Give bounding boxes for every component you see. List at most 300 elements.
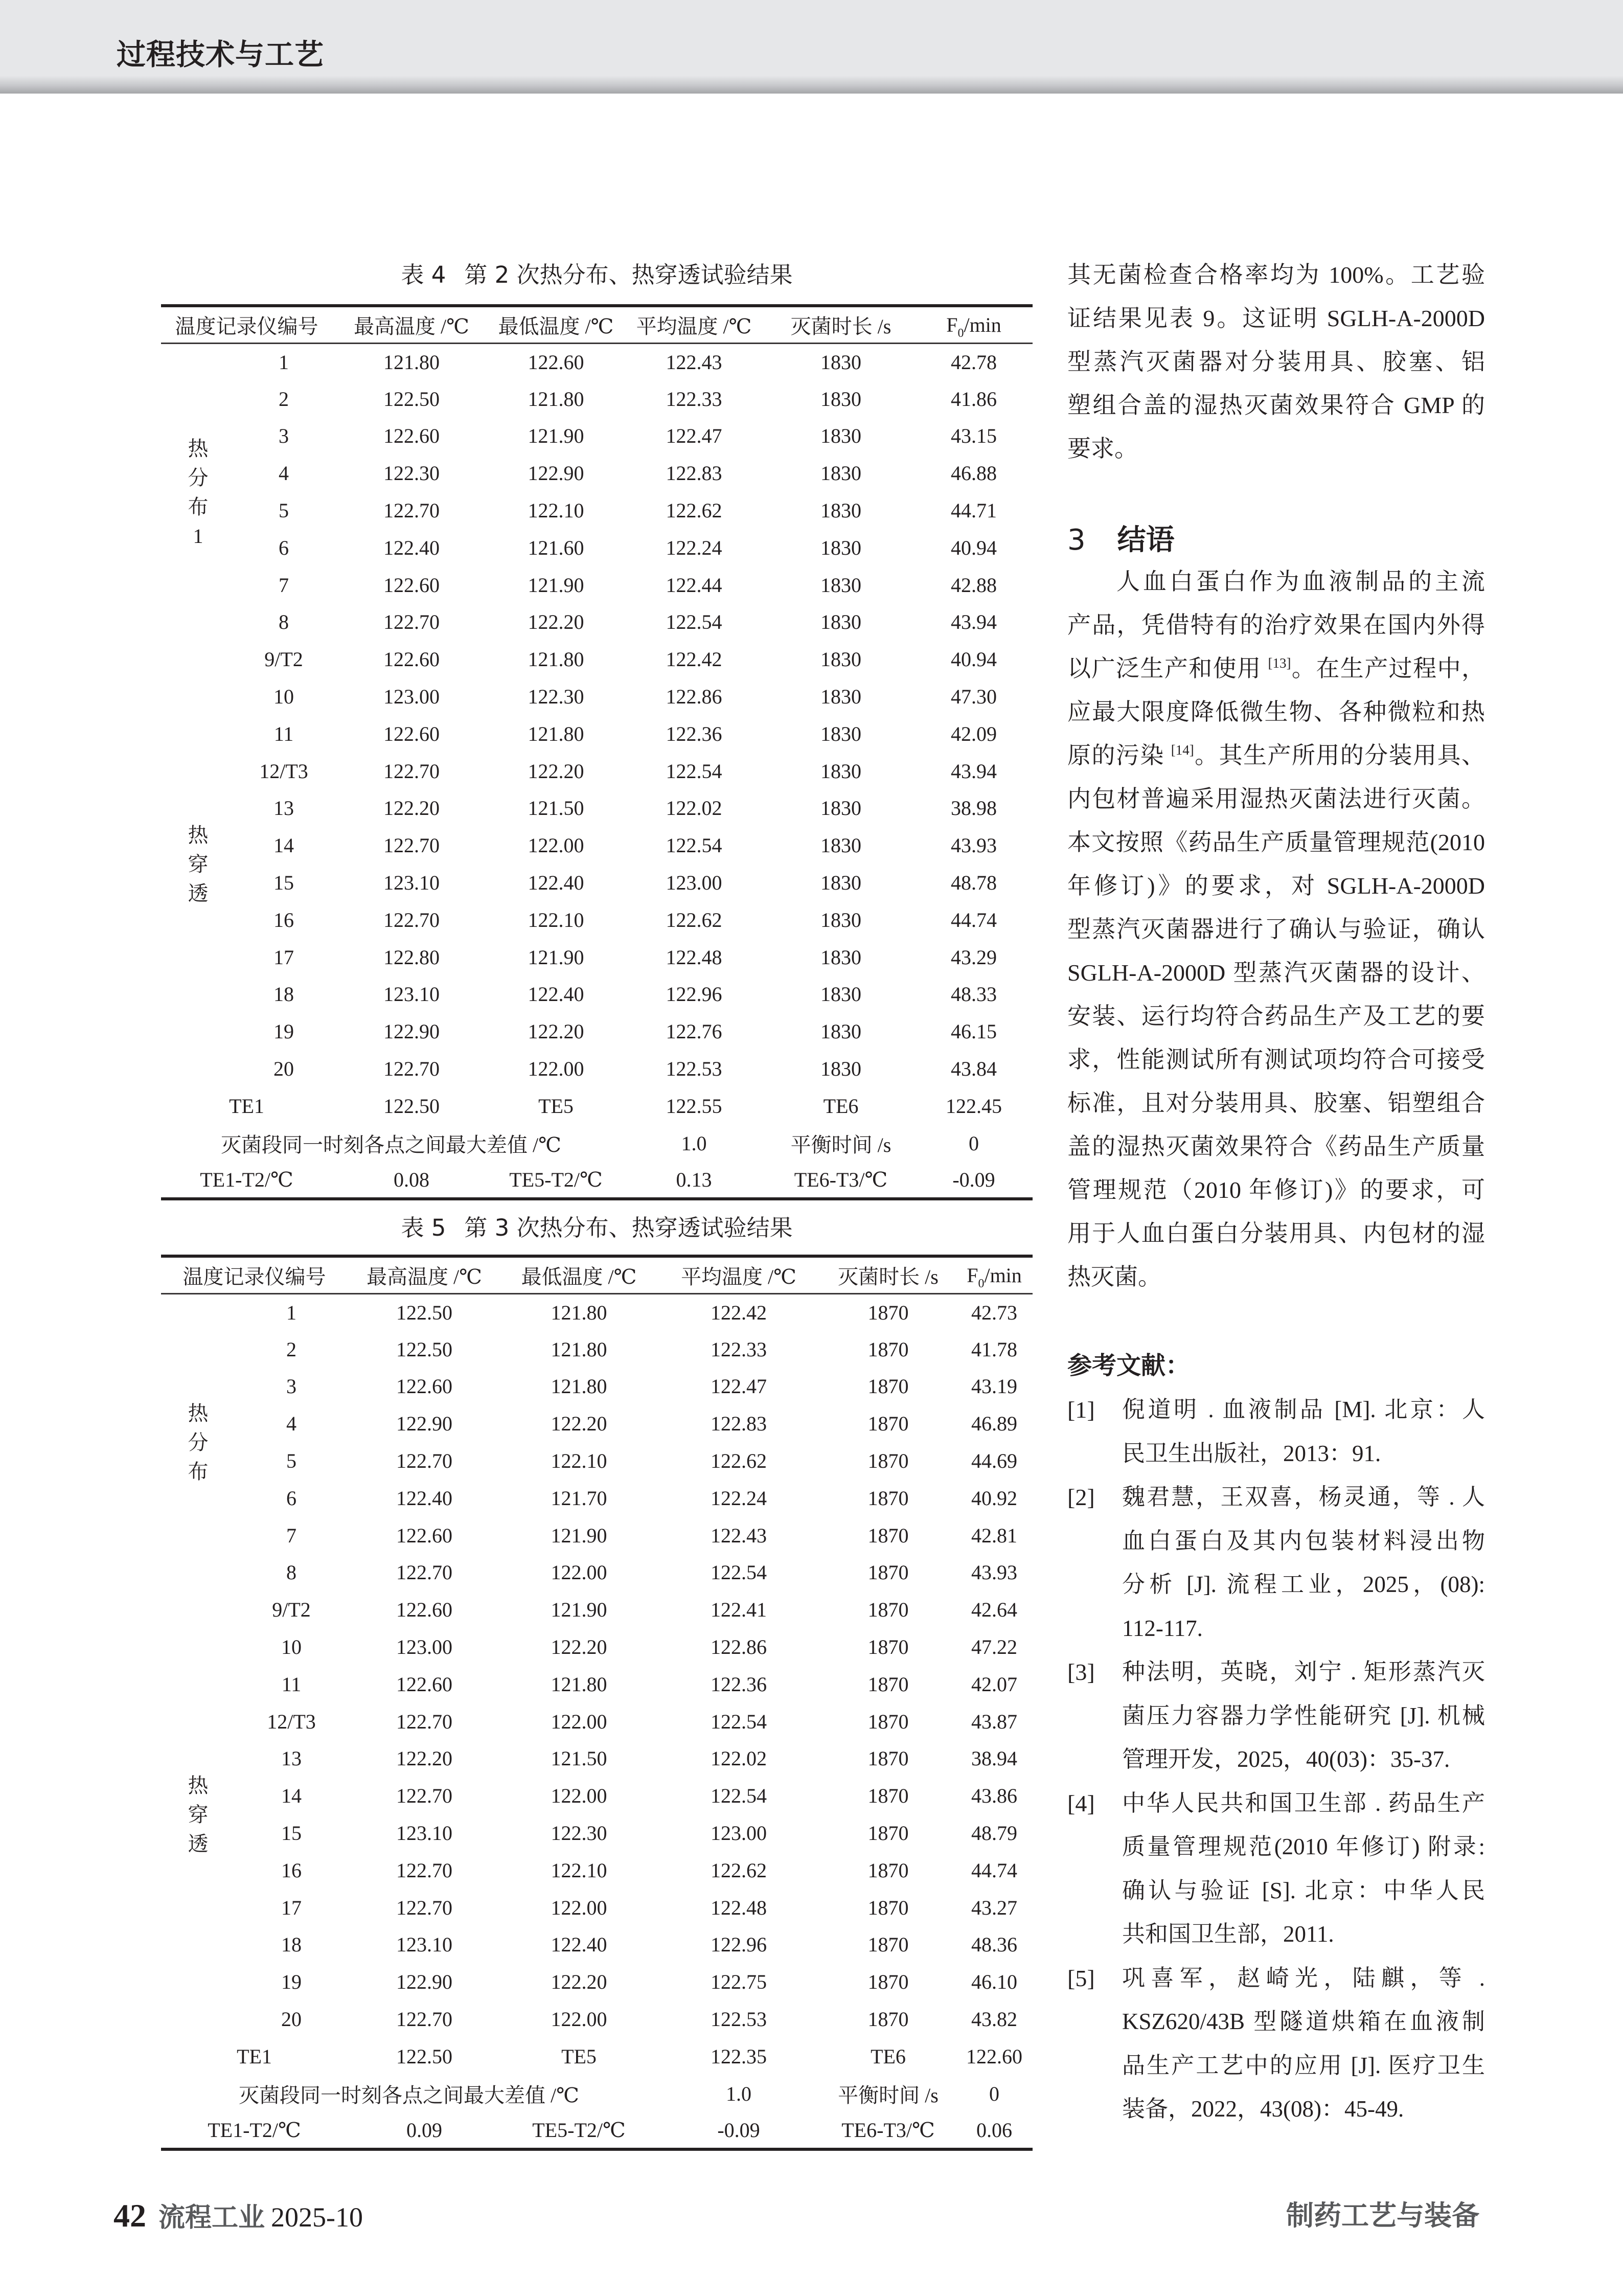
min-temp: 122.00 (551, 1561, 607, 1584)
sterilize-time: 1830 (820, 834, 861, 857)
paragraph-line (1067, 1081, 1485, 1125)
reference-line: 112-117. (1122, 1615, 1203, 1641)
table-row (161, 1480, 1033, 1517)
header-time: 灭菌时长 /s (820, 1256, 956, 1293)
max-difference-row (161, 2075, 1033, 2112)
reference-number: [4] (1067, 1790, 1095, 1816)
min-temp: 121.90 (528, 424, 584, 448)
recorder-id: 3 (279, 424, 289, 448)
min-temp: 122.10 (528, 908, 584, 931)
f0-value: 43.84 (951, 1057, 997, 1081)
references-heading: 参考文献： (1067, 1351, 1191, 1380)
f0-value: 41.86 (951, 387, 997, 411)
group-label-char: 1 (193, 524, 203, 548)
reference-line: 民卫生出版社，2013：91. (1122, 1440, 1381, 1466)
reference-number: [5] (1067, 1965, 1095, 1991)
avg-temp: 122.83 (711, 1412, 767, 1436)
section-title: 过程技术与工艺 (117, 38, 324, 72)
table-4 (161, 304, 1033, 1200)
min-temp: 121.90 (551, 1598, 607, 1622)
te1-value: 122.50 (383, 1094, 440, 1118)
recorder-id: 4 (286, 1412, 296, 1436)
avg-temp: 122.47 (666, 424, 722, 448)
sterilize-time: 1830 (820, 983, 861, 1006)
f0-value: 43.94 (951, 759, 997, 783)
sterilize-time: 1870 (867, 1412, 909, 1436)
min-temp: 121.90 (551, 1524, 607, 1547)
avg-temp: 123.00 (666, 871, 722, 895)
table-row (161, 454, 1033, 492)
sterilize-time: 1830 (820, 350, 861, 374)
table-row (161, 418, 1033, 455)
line-text: 塑组合盖的湿热灭菌效果符合 GMP 的 (1067, 392, 1485, 418)
table-row (161, 1926, 1033, 1964)
footer-left (113, 2197, 363, 2234)
min-temp: 122.60 (528, 350, 584, 374)
min-temp: 121.80 (528, 387, 584, 411)
min-temp: 122.00 (528, 834, 584, 857)
paragraph-line (1067, 690, 1485, 734)
te-row (161, 2038, 1033, 2075)
f0-unit: /min (964, 313, 1001, 336)
te6-label: TE6 (823, 1094, 859, 1118)
max-temp: 122.50 (396, 1301, 452, 1324)
max-temp: 122.60 (383, 722, 440, 745)
min-temp: 122.30 (551, 1822, 607, 1845)
table-row (161, 1740, 1033, 1778)
te5-value: 122.35 (711, 2044, 767, 2068)
min-temp: 122.20 (551, 1412, 607, 1436)
table-row (161, 976, 1033, 1013)
f0-value: 48.79 (971, 1822, 1017, 1845)
paragraph-line (1067, 1212, 1485, 1255)
max-temp: 122.60 (383, 573, 440, 597)
table-row (161, 343, 1033, 380)
header-recorder-id: 温度记录仪编号 (161, 1256, 348, 1293)
recorder-id: 12/T3 (267, 1710, 316, 1733)
recorder-id: 2 (286, 1337, 296, 1361)
max-temp: 123.10 (396, 1822, 452, 1845)
sterilize-time: 1870 (867, 1784, 909, 1808)
te5-label: TE5 (538, 1094, 574, 1118)
te5-label: TE5 (561, 2044, 597, 2068)
line-text: 证结果见表 9。这证明 SGLH-A-2000D (1067, 305, 1485, 331)
section-number: 3 (1067, 524, 1086, 557)
avg-temp: 122.48 (711, 1896, 767, 1919)
paragraph-line (1067, 777, 1485, 821)
recorder-id: 11 (281, 1672, 302, 1696)
recorder-id: 11 (273, 722, 294, 745)
f0-value: 46.88 (951, 462, 997, 485)
max-temp: 123.10 (396, 1933, 452, 1957)
sterilize-time: 1830 (820, 945, 861, 969)
line-text: 年修订)》的要求，对 SGLH-A-2000D (1067, 873, 1485, 899)
avg-temp: 122.41 (711, 1598, 767, 1622)
te1-label: TE1 (237, 2044, 272, 2068)
reference-line: 魏君慧，王双喜，杨灵通，等 . 人 (1122, 1484, 1485, 1510)
table-row (161, 1852, 1033, 1889)
f0-value: 48.33 (951, 983, 997, 1006)
te6-t3-value: 0.06 (956, 2112, 1033, 2150)
f0-subscript: 0 (978, 1277, 985, 1290)
header-recorder-id: 温度记录仪编号 (161, 306, 332, 343)
min-temp: 121.50 (528, 797, 584, 820)
sterilize-time: 1870 (867, 1337, 909, 1361)
avg-temp: 122.36 (666, 722, 722, 745)
te6-t3-label: TE6-T3/℃ (820, 2112, 956, 2150)
max-temp: 122.90 (396, 1970, 452, 1994)
f0-value: 41.78 (971, 1337, 1017, 1361)
reference-line: 中华人民共和国卫生部 . 药品生产 (1122, 1790, 1485, 1816)
avg-temp: 122.24 (666, 536, 722, 559)
max-temp: 122.70 (383, 759, 440, 783)
avg-temp: 122.62 (711, 1858, 767, 1882)
recorder-id: 10 (273, 685, 294, 709)
recorder-id: 15 (281, 1822, 302, 1845)
recorder-id: 14 (281, 1784, 302, 1808)
min-temp: 122.30 (528, 685, 584, 709)
reference-number: [3] (1067, 1659, 1095, 1685)
table-row (161, 1405, 1033, 1442)
f0-symbol: F (946, 313, 958, 336)
table-row (161, 939, 1033, 976)
f0-value: 40.94 (951, 648, 997, 671)
table-4-number: 表 4 (401, 261, 446, 288)
f0-value: 48.36 (971, 1933, 1017, 1957)
reference-line: 质量管理规范(2010 年修订) 附录: (1122, 1834, 1485, 1859)
avg-temp: 122.76 (666, 1020, 722, 1043)
f0-value: 42.73 (971, 1301, 1017, 1324)
line-text: 人血白蛋白作为血液制品的主流 (1116, 569, 1485, 595)
te6-t3-label: TE6-T3/℃ (767, 1162, 915, 1199)
f0-value: 43.82 (971, 2008, 1017, 2031)
avg-temp: 122.54 (666, 759, 722, 783)
f0-value: 43.19 (971, 1375, 1017, 1398)
table-row (161, 901, 1033, 939)
min-temp: 122.10 (551, 1449, 607, 1473)
avg-temp: 122.54 (711, 1710, 767, 1733)
sterilize-time: 1830 (820, 722, 861, 745)
line-text: 标准，且对分装用具、胶塞、铝塑组合 (1067, 1090, 1485, 1116)
sterilize-time: 1830 (820, 685, 861, 709)
reference-line: 巩喜军，赵崎光，陆麒，等 . (1122, 1965, 1485, 1991)
max-temp: 123.00 (383, 685, 440, 709)
paragraph-line (1067, 734, 1485, 777)
min-temp: 122.10 (551, 1858, 607, 1882)
max-difference-label: 灭菌段同一时刻各点之间最大差值 /℃ (239, 2083, 579, 2107)
group-label-char: 分 (188, 1431, 209, 1454)
equilibrium-time-value: 0 (989, 2082, 999, 2105)
sterilize-time: 1870 (867, 1561, 909, 1584)
line-text: 要求。 (1067, 436, 1138, 462)
line-text: 内包材普遍采用湿热灭菌法进行灭菌。 (1067, 786, 1485, 812)
table-row (161, 1013, 1033, 1050)
delta-row (161, 1162, 1033, 1199)
sterilize-time: 1830 (820, 648, 861, 671)
recorder-id: 10 (281, 1635, 302, 1659)
paragraph-line (1067, 907, 1485, 951)
max-difference-row (161, 1125, 1033, 1162)
f0-value: 40.94 (951, 536, 997, 559)
paragraph-line (1067, 340, 1485, 383)
issue-date: 2025-10 (271, 2202, 363, 2233)
max-temp: 122.60 (396, 1672, 452, 1696)
min-temp: 121.80 (528, 722, 584, 745)
max-temp: 123.10 (383, 871, 440, 895)
reference-line: KSZ620/43B 型隧道烘箱在血液制 (1122, 2009, 1485, 2034)
reference-line: 菌压力容器力学性能研究 [J]. 机械 (1122, 1702, 1485, 1729)
group-label-char: 热 (188, 437, 209, 460)
equilibrium-time-label: 平衡时间 /s (838, 2083, 939, 2107)
line-text: 原的污染 (1067, 742, 1171, 768)
te6-value: 122.60 (966, 2044, 1022, 2068)
min-temp: 122.20 (528, 610, 584, 634)
max-temp: 122.70 (383, 908, 440, 931)
reference-line: 品生产工艺中的应用 [J]. 医疗卫生 (1122, 2052, 1485, 2078)
sterilize-time: 1870 (867, 1747, 909, 1770)
f0-value: 47.30 (951, 685, 997, 709)
max-temp: 122.70 (383, 610, 440, 634)
paragraph-line (1067, 821, 1485, 864)
max-temp: 122.60 (396, 1598, 452, 1622)
table-row (161, 1963, 1033, 2001)
sterilize-time: 1830 (820, 610, 861, 634)
te6-value: 122.45 (946, 1094, 1002, 1118)
line-text: 安装、运行均符合药品生产及工艺的要 (1067, 1003, 1485, 1029)
table-row (161, 1050, 1033, 1087)
reference-number: [1] (1067, 1397, 1095, 1423)
te-row (161, 1087, 1033, 1125)
f0-value: 42.64 (971, 1598, 1017, 1622)
min-temp: 121.80 (551, 1375, 607, 1398)
min-temp: 122.20 (528, 1020, 584, 1043)
f0-value: 48.78 (951, 871, 997, 895)
te1-t2-value: 0.08 (332, 1162, 491, 1199)
te5-t2-value: 0.13 (621, 1162, 767, 1199)
line-text: 用于人血白蛋白分装用具、内包材的湿 (1067, 1220, 1485, 1246)
te1-value: 122.50 (396, 2044, 452, 2068)
min-temp: 121.80 (551, 1301, 607, 1324)
max-temp: 122.20 (396, 1747, 452, 1770)
paragraph-line (1067, 1125, 1485, 1168)
recorder-id: 12/T3 (259, 759, 308, 783)
avg-temp: 122.54 (666, 834, 722, 857)
group-label-char: 布 (188, 495, 209, 518)
f0-value: 44.71 (951, 499, 997, 522)
group-label-char: 穿 (188, 1803, 209, 1826)
min-temp: 122.00 (551, 2008, 607, 2031)
sterilize-time: 1870 (867, 1710, 909, 1733)
avg-temp: 122.42 (711, 1301, 767, 1324)
sterilize-time: 1830 (820, 462, 861, 485)
min-temp: 122.90 (528, 462, 584, 485)
sterilize-time: 1870 (867, 1858, 909, 1882)
avg-temp: 122.54 (666, 610, 722, 634)
recorder-id: 16 (273, 908, 294, 931)
table-row (161, 641, 1033, 678)
recorder-id: 9/T2 (264, 648, 303, 671)
min-temp: 122.20 (551, 1970, 607, 1994)
sterilize-time: 1830 (820, 387, 861, 411)
f0-value: 44.74 (971, 1858, 1017, 1882)
f0-value: 42.07 (971, 1672, 1017, 1696)
f0-value: 43.94 (951, 610, 997, 634)
max-difference-value: 1.0 (681, 1131, 707, 1155)
max-temp: 122.80 (383, 945, 440, 969)
max-temp: 121.80 (383, 350, 440, 374)
reference-line: 管理开发，2025，40(03)：35-37. (1122, 1746, 1450, 1772)
sterilize-time: 1870 (867, 1449, 909, 1473)
table-row (161, 604, 1033, 641)
f0-value: 44.74 (951, 908, 997, 931)
table-row (161, 753, 1033, 790)
avg-temp: 122.53 (666, 1057, 722, 1081)
footer-column-name: 制药工艺与装备 (1286, 2200, 1479, 2231)
min-temp: 122.40 (528, 871, 584, 895)
paragraph-line (1067, 1038, 1485, 1081)
f0-value: 42.09 (951, 722, 997, 745)
table-row (161, 790, 1033, 827)
sterilize-time: 1870 (867, 1486, 909, 1510)
paragraph-line (1067, 647, 1485, 690)
table-header-row (161, 1256, 1033, 1293)
equilibrium-time-label: 平衡时间 /s (790, 1133, 891, 1156)
f0-value: 43.27 (971, 1896, 1017, 1919)
paragraph-line (1067, 1255, 1485, 1299)
sterilize-time: 1830 (820, 759, 861, 783)
line-text: 以广泛生产和使用 (1067, 655, 1268, 681)
header-time: 灭菌时长 /s (767, 306, 915, 343)
min-temp: 122.00 (551, 1784, 607, 1808)
max-temp: 123.10 (383, 983, 440, 1006)
sterilize-time: 1830 (820, 871, 861, 895)
header-band (0, 0, 1623, 94)
table-row (161, 2001, 1033, 2038)
recorder-id: 3 (286, 1375, 296, 1398)
line-text: 产品，凭借特有的治疗效果在国内外得 (1067, 612, 1485, 638)
max-temp: 122.90 (383, 1020, 440, 1043)
max-temp: 122.70 (396, 1710, 452, 1733)
paragraph-line (1067, 951, 1485, 994)
min-temp: 122.20 (551, 1635, 607, 1659)
f0-value: 43.93 (951, 834, 997, 857)
header-avg: 平均温度 /℃ (621, 306, 767, 343)
sterilize-time: 1870 (867, 1524, 909, 1547)
group-label-cell (161, 343, 235, 641)
header-f0 (956, 1256, 1033, 1293)
table-5-number: 表 5 (401, 1214, 446, 1241)
avg-temp: 122.47 (711, 1375, 767, 1398)
group-label-char: 分 (188, 466, 209, 489)
min-temp: 121.90 (528, 945, 584, 969)
recorder-id: 20 (281, 2008, 302, 2031)
line-text: 型蒸汽灭菌器对分装用具、胶塞、铝 (1067, 349, 1485, 375)
header-min: 最低温度 /℃ (501, 1256, 657, 1293)
avg-temp: 122.02 (666, 797, 722, 820)
sterilize-time: 1830 (820, 536, 861, 559)
sterilize-time: 1870 (867, 1822, 909, 1845)
avg-temp: 122.02 (711, 1747, 767, 1770)
table-5 (161, 1255, 1033, 2151)
recorder-id: 7 (279, 573, 289, 597)
line-text: 热灭菌。 (1067, 1264, 1161, 1290)
max-temp: 122.70 (383, 499, 440, 522)
line-text: 盖的湿热灭菌效果符合《药品生产质量 (1067, 1133, 1485, 1160)
max-temp: 122.70 (396, 1858, 452, 1882)
recorder-id: 8 (279, 610, 289, 634)
table-row (161, 1554, 1033, 1592)
min-temp: 121.90 (528, 573, 584, 597)
max-temp: 122.60 (396, 1524, 452, 1547)
line-text: 应最大限度降低微生物、各种微粒和热 (1067, 699, 1485, 725)
f0-value: 43.87 (971, 1710, 1017, 1733)
sterilize-time: 1830 (820, 797, 861, 820)
min-temp: 122.40 (528, 983, 584, 1006)
header-max: 最高温度 /℃ (332, 306, 491, 343)
reference-line: 确认与验证 [S]. 北京：中华人民 (1122, 1877, 1485, 1903)
group-label-char: 热 (188, 1774, 209, 1797)
max-temp: 122.30 (383, 462, 440, 485)
te6-t3-value: -0.09 (915, 1162, 1033, 1199)
line-text: 管理规范（2010 年修订)》的要求，可 (1067, 1177, 1485, 1203)
max-temp: 123.00 (396, 1635, 452, 1659)
min-temp: 121.80 (528, 648, 584, 671)
recorder-id: 19 (273, 1020, 294, 1043)
recorder-id: 4 (279, 462, 289, 485)
avg-temp: 122.62 (666, 499, 722, 522)
f0-value: 46.15 (951, 1020, 997, 1043)
max-temp: 122.40 (383, 536, 440, 559)
table-row (161, 1889, 1033, 1926)
f0-value: 43.93 (971, 1561, 1017, 1584)
max-difference-label: 灭菌段同一时刻各点之间最大差值 /℃ (221, 1133, 561, 1156)
line-text: SGLH-A-2000D 型蒸汽灭菌器的设计、 (1067, 960, 1485, 986)
sterilize-time: 1830 (820, 1020, 861, 1043)
f0-value: 46.89 (971, 1412, 1017, 1436)
recorder-id: 13 (273, 797, 294, 820)
avg-temp: 122.44 (666, 573, 722, 597)
group-label-char: 透 (188, 881, 209, 905)
recorder-id: 5 (279, 499, 289, 522)
avg-temp: 122.54 (711, 1561, 767, 1584)
min-temp: 121.50 (551, 1747, 607, 1770)
line-text: 型蒸汽灭菌器进行了确认与验证，确认 (1067, 916, 1485, 942)
sterilize-time: 1870 (867, 1933, 909, 1957)
te1-t2-label: TE1-T2/℃ (161, 1162, 332, 1199)
avg-temp: 122.62 (711, 1449, 767, 1473)
sterilize-time: 1830 (820, 573, 861, 597)
recorder-id: 6 (279, 536, 289, 559)
group-label-char: 热 (188, 1402, 209, 1425)
table-row (161, 1628, 1033, 1666)
recorder-id: 13 (281, 1747, 302, 1770)
reference-line: 共和国卫生部，2011. (1122, 1921, 1334, 1947)
max-temp: 122.60 (383, 424, 440, 448)
sterilize-time: 1870 (867, 1896, 909, 1919)
te1-label: TE1 (229, 1094, 264, 1118)
recorder-id: 17 (281, 1896, 302, 1919)
max-temp: 122.70 (383, 1057, 440, 1081)
reference-number: [2] (1067, 1484, 1095, 1510)
line-text-rest: 。在生产过程中， (1291, 655, 1485, 681)
avg-temp: 122.33 (666, 387, 722, 411)
citation-superscript: [14] (1171, 742, 1194, 758)
f0-value: 46.10 (971, 1970, 1017, 1994)
max-temp: 122.40 (396, 1486, 452, 1510)
te5-t2-label: TE5-T2/℃ (491, 1162, 621, 1199)
min-temp: 122.40 (551, 1933, 607, 1957)
recorder-id: 7 (286, 1524, 296, 1547)
